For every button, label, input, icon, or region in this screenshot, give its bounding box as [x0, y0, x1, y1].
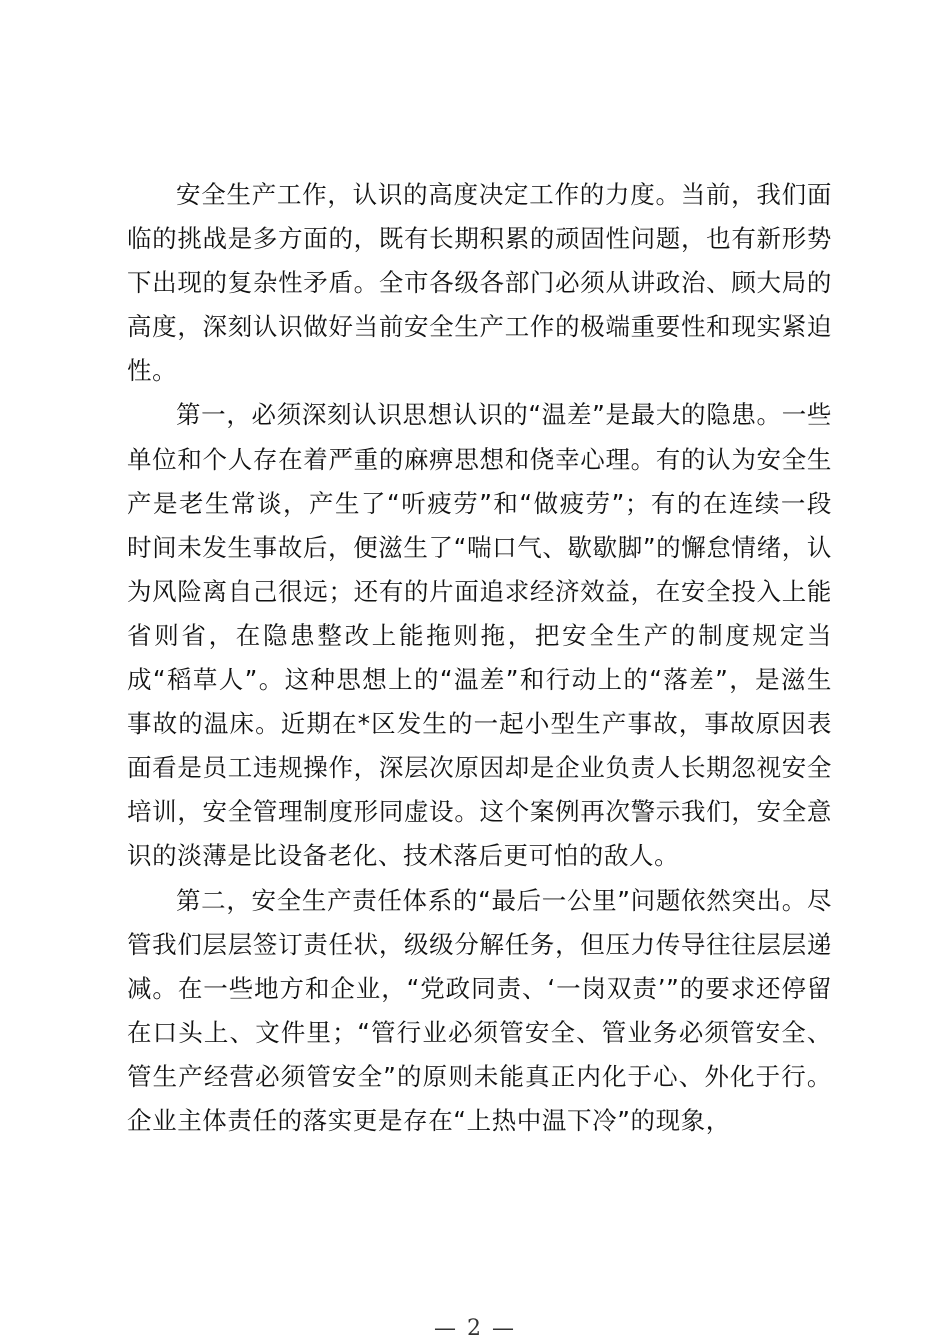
- paragraph-1: 安全生产工作，认识的高度决定工作的力度。当前，我们面临的挑战是多方面的，既有长期积累的顽固性问题，也有新形势下出现的复杂性矛盾。全市各级各部门必须从讲政治、顾大局的高度，深刻认识做好当前安全生产工作的极端重要性和现实紧迫性。: [127, 180, 832, 386]
- paragraph-3: 第二，安全生产责任体系的“最后一公里”问题依然突出。尽管我们层层签订责任状，级级分解任务，但压力传导往往层层递减。在一些地方和企业，“党政同责、‘一岗双责’”的要求还停留在口头上、文件里；“管行业必须管安全、管业务必须管安全、管生产经营必须管安全”的原则未能真正内化于心、外化于行。企业主体责任的落实更是存在“上热中温下冷”的现象，: [127, 885, 832, 1135]
- page-number: — 2 —: [434, 1316, 516, 1341]
- document-body: [127, 173, 832, 1143]
- paragraph-2: 第一，必须深刻认识思想认识的“温差”是最大的隐患。一些单位和个人存在着严重的麻痹思想和侥幸心理。有的认为安全生产是老生常谈，产生了“听疲劳”和“做疲劳”；有的在连续一段时间未发生事故后，便滋生了“喘口气、歇歇脚”的懈怠情绪，认为风险离自己很远；还有的片面追求经济效益，在安全投入上能省则省，在隐患整改上能拖则拖，把安全生产的制度规定当成“稻草人”。这种思想上的“温差”和行动上的“落差”，是滋生事故的温床。近期在*区发生的一起小型生产事故，事故原因表面看是员工违规操作，深层次原因却是企业负责人长期忽视安全培训，安全管理制度形同虚设。这个案例再次警示我们，安全意识的淡薄是比设备老化、技术落后更可怕的敌人。: [127, 400, 832, 871]
